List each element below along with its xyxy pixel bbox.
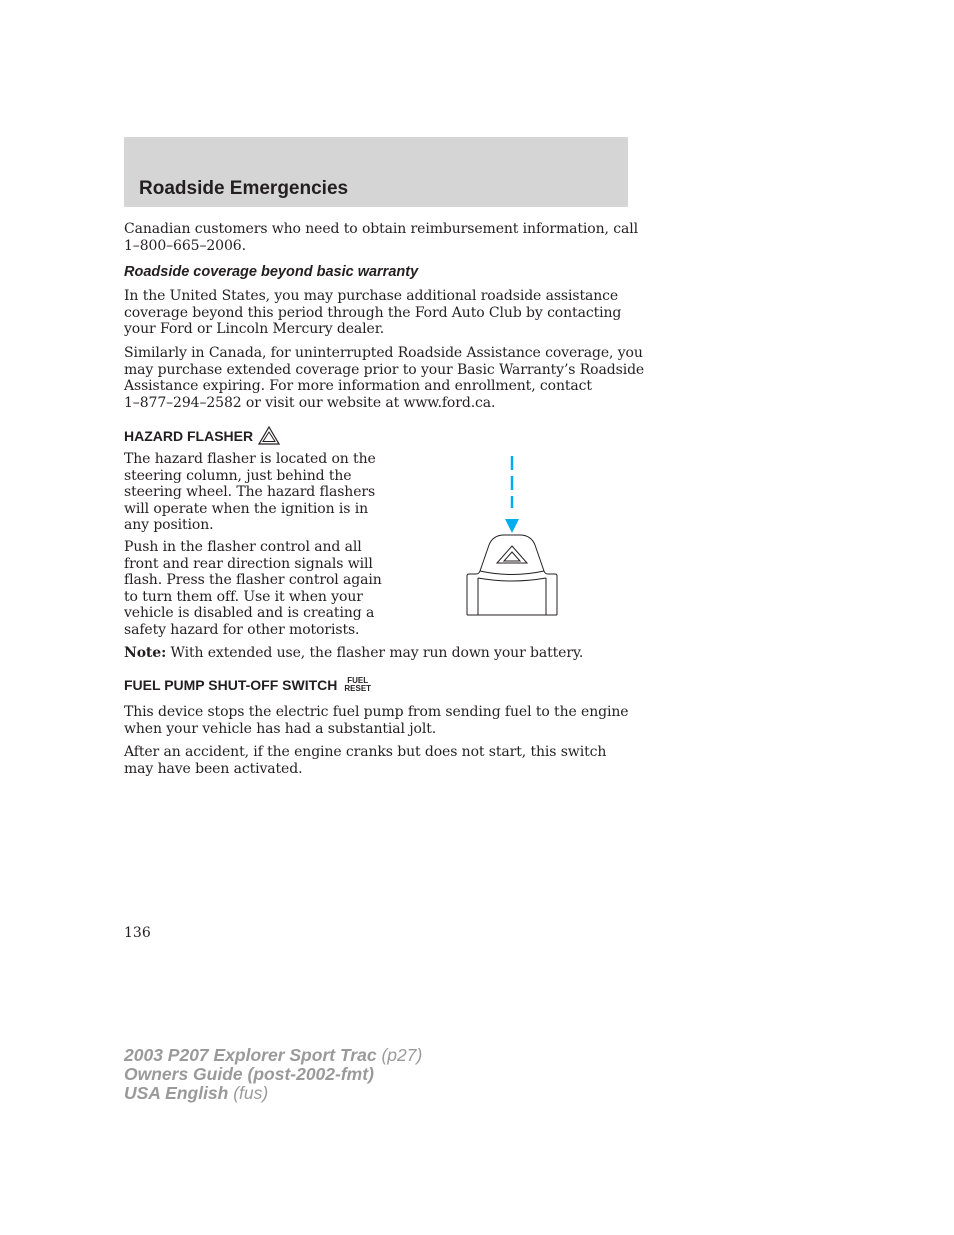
page-number: 136 xyxy=(124,925,151,941)
hazard-location-paragraph xyxy=(124,451,376,534)
text-line: In the United States, you may purchase additional roadside assistance xyxy=(124,288,619,304)
note-label: Note: xyxy=(124,645,167,661)
text-line: may purchase extended coverage prior to your Basic Warranty’s Roadside xyxy=(124,361,645,378)
fuel-heading-text: FUEL PUMP SHUT-OFF SWITCH xyxy=(124,677,338,693)
text-line: coverage beyond this period through the Ford Auto Club by contacting xyxy=(124,304,622,321)
footer-guide: Owners Guide (post-2002-fmt) xyxy=(124,1064,374,1084)
intro-line: Canadian customers who need to obtain reimbursement information, call xyxy=(124,221,638,237)
section-header-band xyxy=(124,137,628,207)
fuel-description-paragraph xyxy=(124,704,628,737)
text-line: may have been activated. xyxy=(124,760,303,777)
text-line: After an accident, if the engine cranks but does not start, this switch xyxy=(124,744,607,760)
coverage-us-paragraph xyxy=(124,288,621,338)
text-line: vehicle is disabled and is creating a xyxy=(124,605,375,622)
text-line: front and rear direction signals will xyxy=(124,555,373,572)
fuel-reset-icon-line2: RESET xyxy=(344,684,372,693)
text-line: safety hazard for other motorists. xyxy=(124,621,360,638)
fuel-reset-icon xyxy=(344,677,371,693)
text-line: when your vehicle has had a substantial jolt. xyxy=(124,720,437,737)
hazard-note xyxy=(124,645,583,662)
hazard-flasher-illustration xyxy=(464,452,564,618)
text-line: your Ford or Lincoln Mercury dealer. xyxy=(124,321,385,338)
text-line: will operate when the ignition is in xyxy=(124,500,369,517)
coverage-heading: Roadside coverage beyond basic warranty xyxy=(124,264,419,280)
text-line: This device stops the electric fuel pump from sending fuel to the engine xyxy=(124,704,629,720)
hazard-operation-paragraph xyxy=(124,539,382,639)
text-line: The hazard flasher is located on the xyxy=(124,451,376,467)
text-line: steering column, just behind the xyxy=(124,467,352,484)
footer-model-code: (p27) xyxy=(376,1045,423,1065)
footer-model: 2003 P207 Explorer Sport Trac xyxy=(124,1045,377,1065)
footer-language: USA English xyxy=(124,1083,229,1103)
text-line: steering wheel. The hazard flashers xyxy=(124,484,376,501)
fuel-accident-paragraph xyxy=(124,744,606,777)
footer-language-code: (fus) xyxy=(228,1083,269,1103)
text-line: Similarly in Canada, for uninterrupted Roadside Assistance coverage, you xyxy=(124,345,643,361)
intro-phone: 1–800–665–2006. xyxy=(124,237,246,254)
hazard-heading-text: HAZARD FLASHER xyxy=(124,427,254,444)
press-arrow-icon xyxy=(505,456,519,533)
fuel-heading xyxy=(124,677,371,693)
text-line: to turn them off. Use it when your xyxy=(124,588,363,605)
text-line: any position. xyxy=(124,517,214,534)
note-text: With extended use, the flasher may run down your battery. xyxy=(166,645,584,661)
hazard-triangle-icon xyxy=(258,426,280,445)
text-line: 1–877–294–2582 or visit our website at www.ford.ca. xyxy=(124,394,496,411)
intro-paragraph xyxy=(124,221,638,254)
text-line: Push in the flasher control and all xyxy=(124,539,362,555)
hazard-heading xyxy=(124,426,280,445)
document-footer xyxy=(124,1046,422,1103)
text-line: flash. Press the flasher control again xyxy=(124,572,382,589)
fuel-reset-icon-line1: FUEL xyxy=(347,676,369,685)
flasher-button-icon xyxy=(467,535,557,615)
text-line: Assistance expiring. For more information and enrollment, contact xyxy=(124,378,592,395)
coverage-canada-paragraph xyxy=(124,345,644,411)
section-title: Roadside Emergencies xyxy=(139,178,349,199)
